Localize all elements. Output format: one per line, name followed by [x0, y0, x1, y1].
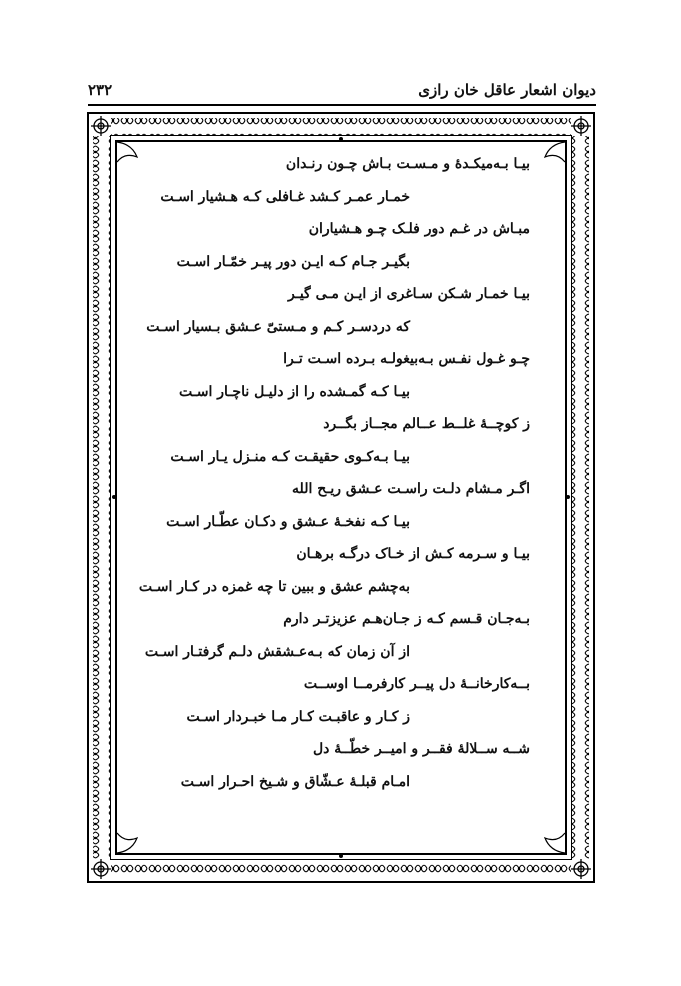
hemistich-first: اگـر مـشام دلـت راسـت عـشق ریـح الله	[292, 481, 530, 497]
hemistich-second: بگیـر جـام کـه ایـن دور پیـر خمّـار اسـت	[176, 254, 410, 270]
hemistich-first: شــه ســلالهٔ فقــر و امیــر خطّــهٔ دل	[313, 741, 530, 757]
couplet	[138, 540, 530, 605]
hemistich-second: از آن زمان که بـه‌عـشقش دلـم گرفتـار اسـت	[144, 644, 410, 660]
header-rule	[88, 104, 596, 106]
page-number: ۲۳۲	[88, 81, 113, 99]
couplet	[150, 150, 530, 215]
hemistich-second: بیـا کـه نفخـهٔ عـشق و دکـان عطّـار اسـت	[166, 514, 410, 530]
couplet	[150, 410, 530, 475]
couplet	[146, 280, 530, 345]
couplet	[150, 345, 530, 410]
hemistich-second: خمـار عمـر کـشد غـافلی کـه هـشیار اسـت	[160, 189, 410, 205]
couplet	[150, 735, 530, 800]
hemistich-first: بیـا بـه‌میکـدهٔ و مـسـت بـاش چـون رنـدان	[285, 156, 530, 172]
hemistich-first: بیـا خمـار شـکن سـاغری از ایـن مـی گیـر	[288, 286, 530, 302]
hemistich-second: بیـا کـه گمـشده را از دلیـل ناچـار اسـت	[178, 384, 410, 400]
hemistich-second: به‌چشم عشق و ببین تا چه غمزه در کـار اسـت	[138, 579, 410, 595]
page-header	[88, 78, 596, 102]
hemistich-first: بـه‌جـان قـسم کـه ز جـان‌هـم عزیزتـر دارم	[283, 611, 530, 627]
couplet	[150, 215, 530, 280]
hemistich-second: بیـا بـه‌کـوی حقیقـت کـه منـزل یـار اسـت	[170, 449, 410, 465]
couplet	[144, 605, 530, 670]
hemistich-first: چـو غـول نفـس بـه‌بیغولـه بـرده اسـت تـرا	[283, 351, 530, 367]
couplet	[150, 670, 530, 735]
hemistich-second: ز کـار و عاقبـت کـار مـا خبـردار اسـت	[186, 709, 410, 725]
hemistich-first: ز کوچــهٔ غلــط عــالم مجــاز بگــرد	[323, 416, 530, 432]
poem-body	[138, 150, 530, 800]
hemistich-second: که دردسـر کـم و مـستیّ عـشق بـسیار اسـت	[146, 319, 410, 335]
hemistich-first: مبـاش در غـم دور فلـک چـو هـشیاران	[308, 221, 530, 237]
hemistich-second: امـام قبلـهٔ عـشّاق و شـیخ احـرار اسـت	[180, 774, 410, 790]
couplet	[150, 475, 530, 540]
book-title: دیوان اشعار عاقل خان رازی	[418, 81, 596, 99]
hemistich-first: بــه‌کارخانــهٔ دل پیــر کارفرمــا اوســت	[303, 676, 530, 692]
hemistich-first: بیـا و سـرمه کـش از خـاک درگـه برهـان	[296, 546, 530, 562]
